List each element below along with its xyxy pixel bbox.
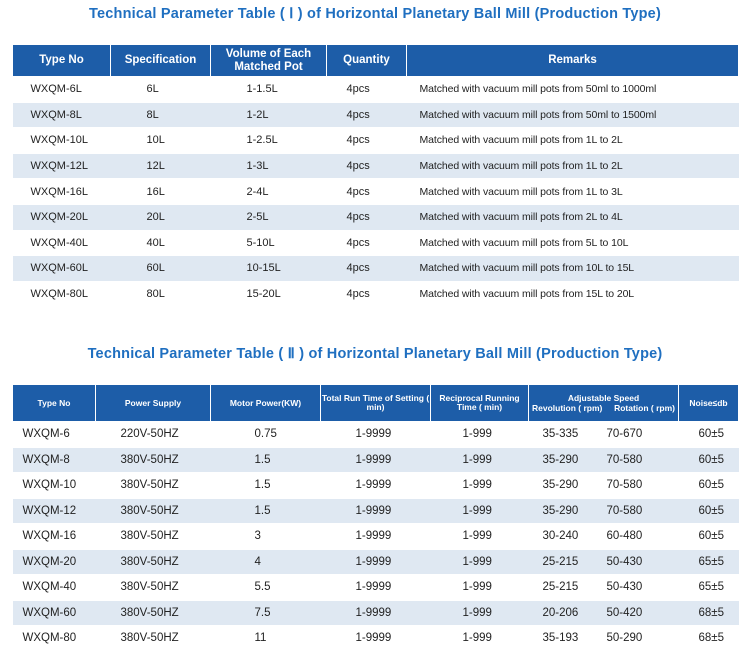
header-revolution: Revolution ( rpm)	[532, 402, 603, 413]
cell-power-supply: 380V-50HZ	[96, 626, 211, 652]
cell-type-no: WXQM-6L	[13, 77, 111, 103]
header-motor-power: Motor Power(KW)	[211, 385, 321, 422]
cell-specification: 20L	[111, 204, 211, 230]
cell-quantity: 4pcs	[327, 256, 407, 282]
cell-revolution: 35-290	[529, 498, 598, 524]
cell-power-supply: 380V-50HZ	[96, 473, 211, 499]
cell-reciprocal-time: 1-999	[431, 473, 529, 499]
header-adjustable-speed-label: Adjustable Speed	[567, 392, 640, 403]
cell-power-supply: 220V-50HZ	[96, 422, 211, 448]
cell-quantity: 4pcs	[327, 153, 407, 179]
cell-type-no: WXQM-40L	[13, 230, 111, 256]
cell-rotation: 50-290	[598, 626, 679, 652]
cell-quantity: 4pcs	[327, 102, 407, 128]
cell-remarks: Matched with vacuum mill pots from 2L to 4L	[407, 204, 739, 230]
header-type-no: Type No	[13, 45, 111, 77]
cell-total-run-time: 1-9999	[321, 549, 431, 575]
cell-volume: 1-1.5L	[211, 77, 327, 103]
cell-power-supply: 380V-50HZ	[96, 447, 211, 473]
cell-quantity: 4pcs	[327, 77, 407, 103]
cell-total-run-time: 1-9999	[321, 600, 431, 626]
cell-noise: 60±5	[679, 524, 739, 550]
cell-type-no: WXQM-16L	[13, 179, 111, 205]
cell-total-run-time: 1-9999	[321, 447, 431, 473]
cell-noise: 68±5	[679, 600, 739, 626]
cell-reciprocal-time: 1-999	[431, 626, 529, 652]
table-row	[13, 281, 739, 307]
cell-volume: 15-20L	[211, 281, 327, 307]
cell-volume: 1-2.5L	[211, 128, 327, 154]
cell-motor-power: 7.5	[211, 600, 321, 626]
table-row	[13, 230, 739, 256]
cell-specification: 60L	[111, 256, 211, 282]
cell-total-run-time: 1-9999	[321, 575, 431, 601]
cell-revolution: 25-215	[529, 575, 598, 601]
header-rotation: Rotation ( rpm)	[614, 402, 675, 413]
table-row	[13, 549, 739, 575]
cell-noise: 60±5	[679, 422, 739, 448]
cell-rotation: 50-430	[598, 575, 679, 601]
cell-total-run-time: 1-9999	[321, 473, 431, 499]
cell-rotation: 70-580	[598, 473, 679, 499]
cell-specification: 80L	[111, 281, 211, 307]
header-volume: Volume of Each Matched Pot	[211, 45, 327, 77]
cell-rotation: 70-580	[598, 498, 679, 524]
table-row	[13, 77, 739, 103]
cell-volume: 10-15L	[211, 256, 327, 282]
cell-noise: 65±5	[679, 549, 739, 575]
cell-remarks: Matched with vacuum mill pots from 50ml to 1000ml	[407, 77, 739, 103]
cell-type-no: WXQM-60	[13, 600, 96, 626]
cell-type-no: WXQM-16	[13, 524, 96, 550]
cell-remarks: Matched with vacuum mill pots from 50ml to 1500ml	[407, 102, 739, 128]
cell-type-no: WXQM-12	[13, 498, 96, 524]
cell-motor-power: 1.5	[211, 498, 321, 524]
cell-total-run-time: 1-9999	[321, 524, 431, 550]
cell-specification: 10L	[111, 128, 211, 154]
cell-remarks: Matched with vacuum mill pots from 15L to 20L	[407, 281, 739, 307]
cell-revolution: 35-290	[529, 473, 598, 499]
cell-motor-power: 1.5	[211, 473, 321, 499]
table-row	[13, 102, 739, 128]
cell-specification: 40L	[111, 230, 211, 256]
cell-total-run-time: 1-9999	[321, 422, 431, 448]
cell-motor-power: 0.75	[211, 422, 321, 448]
cell-noise: 60±5	[679, 447, 739, 473]
cell-type-no: WXQM-8	[13, 447, 96, 473]
table2-title: Technical Parameter Table ( Ⅱ ) of Horizontal Planetary Ball Mill (Production Type)	[87, 346, 663, 362]
cell-remarks: Matched with vacuum mill pots from 5L to 10L	[407, 230, 739, 256]
cell-volume: 5-10L	[211, 230, 327, 256]
cell-reciprocal-time: 1-999	[431, 524, 529, 550]
cell-reciprocal-time: 1-999	[431, 498, 529, 524]
table1-header-row	[13, 45, 739, 77]
cell-noise: 65±5	[679, 575, 739, 601]
header-adjustable-speed	[529, 385, 679, 422]
cell-revolution: 20-206	[529, 600, 598, 626]
cell-remarks: Matched with vacuum mill pots from 1L to 3L	[407, 179, 739, 205]
cell-specification: 16L	[111, 179, 211, 205]
table-row	[13, 498, 739, 524]
cell-type-no: WXQM-20	[13, 549, 96, 575]
table-row	[13, 575, 739, 601]
header-noise: Noise≤db	[679, 385, 739, 422]
cell-type-no: WXQM-20L	[13, 204, 111, 230]
cell-volume: 1-3L	[211, 153, 327, 179]
cell-type-no: WXQM-40	[13, 575, 96, 601]
cell-type-no: WXQM-80	[13, 626, 96, 652]
table-row	[13, 204, 739, 230]
table-row	[13, 256, 739, 282]
cell-volume: 2-5L	[211, 204, 327, 230]
cell-total-run-time: 1-9999	[321, 498, 431, 524]
cell-quantity: 4pcs	[327, 179, 407, 205]
cell-reciprocal-time: 1-999	[431, 575, 529, 601]
table-row	[13, 153, 739, 179]
header-remarks: Remarks	[407, 45, 739, 77]
cell-remarks: Matched with vacuum mill pots from 10L to 15L	[407, 256, 739, 282]
header-reciprocal-running-time: Reciprocal Running Time ( min)	[431, 385, 529, 422]
cell-noise: 68±5	[679, 626, 739, 652]
cell-noise: 60±5	[679, 498, 739, 524]
cell-specification: 12L	[111, 153, 211, 179]
cell-type-no: WXQM-60L	[13, 256, 111, 282]
cell-rotation: 60-480	[598, 524, 679, 550]
cell-reciprocal-time: 1-999	[431, 600, 529, 626]
cell-motor-power: 3	[211, 524, 321, 550]
table-row	[13, 473, 739, 499]
cell-specification: 6L	[111, 77, 211, 103]
cell-motor-power: 11	[211, 626, 321, 652]
cell-volume: 2-4L	[211, 179, 327, 205]
table-row	[13, 179, 739, 205]
cell-revolution: 35-290	[529, 447, 598, 473]
table1-title: Technical Parameter Table ( Ⅰ ) of Horizontal Planetary Ball Mill (Production Type)	[89, 6, 661, 22]
cell-revolution: 30-240	[529, 524, 598, 550]
cell-rotation: 50-430	[598, 549, 679, 575]
cell-motor-power: 5.5	[211, 575, 321, 601]
cell-reciprocal-time: 1-999	[431, 422, 529, 448]
cell-specification: 8L	[111, 102, 211, 128]
table-row	[13, 128, 739, 154]
cell-revolution: 35-335	[529, 422, 598, 448]
cell-motor-power: 4	[211, 549, 321, 575]
cell-rotation: 50-420	[598, 600, 679, 626]
header-power-supply: Power Supply	[96, 385, 211, 422]
parameter-table-1	[12, 44, 739, 307]
header-type-no: Type No	[13, 385, 96, 422]
table-row	[13, 626, 739, 652]
cell-rotation: 70-580	[598, 447, 679, 473]
cell-power-supply: 380V-50HZ	[96, 549, 211, 575]
cell-volume: 1-2L	[211, 102, 327, 128]
cell-power-supply: 380V-50HZ	[96, 575, 211, 601]
table2-header-row	[13, 385, 739, 422]
parameter-table-2	[12, 384, 739, 652]
cell-type-no: WXQM-10L	[13, 128, 111, 154]
header-total-run-time: Total Run Time of Setting ( min)	[321, 385, 431, 422]
cell-revolution: 35-193	[529, 626, 598, 652]
table-row	[13, 422, 739, 448]
cell-rotation: 70-670	[598, 422, 679, 448]
cell-quantity: 4pcs	[327, 281, 407, 307]
header-specification: Specification	[111, 45, 211, 77]
cell-quantity: 4pcs	[327, 204, 407, 230]
cell-noise: 60±5	[679, 473, 739, 499]
cell-type-no: WXQM-6	[13, 422, 96, 448]
cell-remarks: Matched with vacuum mill pots from 1L to 2L	[407, 153, 739, 179]
cell-power-supply: 380V-50HZ	[96, 524, 211, 550]
cell-power-supply: 380V-50HZ	[96, 498, 211, 524]
cell-total-run-time: 1-9999	[321, 626, 431, 652]
cell-type-no: WXQM-80L	[13, 281, 111, 307]
table-row	[13, 600, 739, 626]
cell-quantity: 4pcs	[327, 230, 407, 256]
cell-type-no: WXQM-8L	[13, 102, 111, 128]
cell-type-no: WXQM-12L	[13, 153, 111, 179]
header-quantity: Quantity	[327, 45, 407, 77]
table-row	[13, 524, 739, 550]
cell-remarks: Matched with vacuum mill pots from 1L to 2L	[407, 128, 739, 154]
cell-revolution: 25-215	[529, 549, 598, 575]
cell-power-supply: 380V-50HZ	[96, 600, 211, 626]
cell-type-no: WXQM-10	[13, 473, 96, 499]
cell-quantity: 4pcs	[327, 128, 407, 154]
cell-motor-power: 1.5	[211, 447, 321, 473]
cell-reciprocal-time: 1-999	[431, 549, 529, 575]
table-row	[13, 447, 739, 473]
cell-reciprocal-time: 1-999	[431, 447, 529, 473]
